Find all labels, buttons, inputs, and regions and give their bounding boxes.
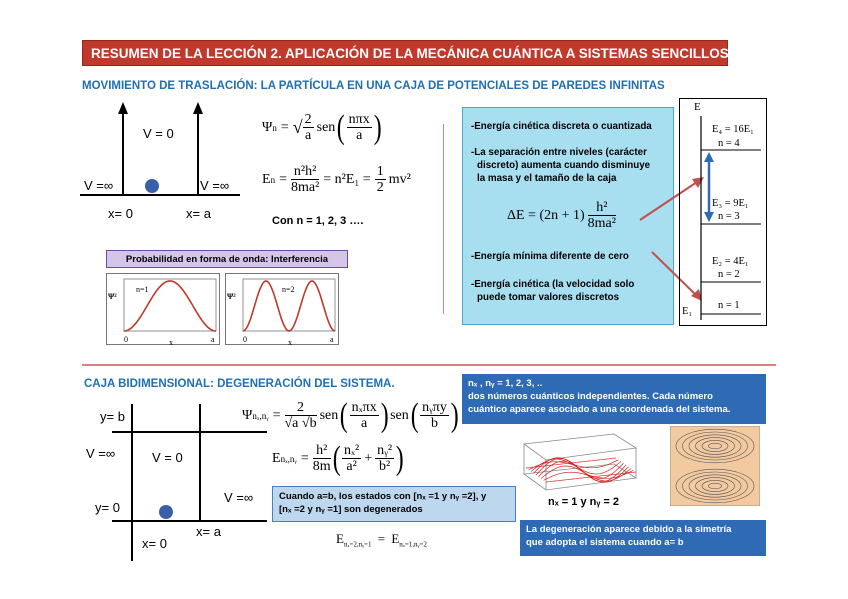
sen-y-label: sen [390,407,409,423]
v-inf-left-2d: V =∞ [86,446,116,461]
lesson-title: RESUMEN DE LA LECCIÓN 2. APLICACIÓN DE LA MECÁNICA CUÁNTICA A SISTEMAS SENCILLOS. [82,40,728,66]
info-line-7: puede tomar valores discretos [477,292,620,303]
plot-n2-x0: 0 [243,335,247,344]
energy-2d-num: h² [313,443,331,459]
level-n3: n = 3 [718,211,740,222]
horizontal-divider [82,364,776,366]
half-num: 1 [376,164,384,179]
section2-title: CAJA BIDIMENSIONAL: DEGENERACIÓN DEL SISTEMA. [84,378,395,390]
plus-sign: + [364,450,373,466]
mv2-term: mv² [388,171,411,187]
quantum-numbers-box [462,374,766,424]
quantum-line-2: dos números cuánticos independientes. Cada número [468,391,713,402]
plot-n2-xlabel: x [288,338,292,347]
b2-den: b² [378,459,391,474]
plot-n1-xa: a [211,335,215,344]
psi-symbol: Ψ [262,119,273,135]
energy-2d-den: 8m [312,459,331,474]
psi-sub: n [272,122,277,133]
v-inf-right-label: V =∞ [200,178,230,193]
energy-num: n²h² [291,164,319,180]
v-inf-left-label: V =∞ [84,178,114,193]
info-line-1: -Energía cinética discreta o cuantizada [471,121,652,132]
arg-x-den: a [361,416,368,431]
a2-den: a² [346,459,357,474]
psi-2d-sub: nₓ,nᵧ [252,410,269,421]
plot-n2-ylabel: Ψ² [227,292,236,301]
box-1d-diagram [80,100,260,210]
level-e3: E₃ = 9E₁ [712,198,749,209]
section1-title: MOVIMIENTO DE TRASLACIÓN: LA PARTÍCULA EN UNA CAJA DE POTENCIALES DE PAREDES INFINITAS [82,80,665,92]
level-e4: E₄ = 16E₁ [712,124,754,135]
half-den: 2 [376,180,384,195]
arg-num: nπx [348,112,370,127]
quantum-number-range: Con n = 1, 2, 3 …. [272,215,364,227]
psi-2d-equation: Ψ nₓ,nᵧ = $\frac{2}{√a √b}$ sen ( $\frac{\text{nₓπx}}{a}$ ) sen ( $\frac{\text{nᵧπy}}{b}$ ) [242,396,459,434]
contour-plot [670,426,760,506]
degenerate-energy-equation [336,531,427,549]
degen-eq-rsub: nₓ=1,nᵧ=2 [399,540,427,549]
degen-eq-sign: = [377,531,386,546]
vertical-divider [443,124,444,314]
sen-x-label: sen [319,407,339,423]
energy-den: 8ma² [290,180,320,195]
energy-equation [262,164,411,195]
v-zero-label: V = 0 [143,126,174,141]
v-inf-right-2d: V =∞ [224,490,254,505]
y-b-label: y= b [100,409,125,424]
x-a-label: x= a [186,206,211,221]
psi-2d-symbol: Ψ [242,407,253,423]
info-line-6: -Energía cinética (la velocidad solo [471,279,635,290]
degen-eq-lsub: nₓ=2,nᵧ=1 [343,540,372,549]
particle-2d-icon [159,505,173,519]
degen-eq-lhs: E [336,531,344,546]
x-zero-2d-label: x= 0 [142,536,167,551]
particle-icon [145,179,159,193]
sen-label: sen [316,119,336,135]
frac-num: 2 [304,112,312,127]
eq-sign: = [279,171,287,187]
info-line-3: discreto) aumenta cuando disminuye [477,160,651,171]
x-a-2d-label: x= a [196,524,221,539]
symmetry-line-1: La degeneración aparece debido a la simetría [526,524,732,535]
v-zero-2d: V = 0 [152,450,183,465]
energy-2d-symbol: E [272,450,281,466]
plot-n2-xa: a [330,335,334,344]
delta-e-den: 8ma² [587,216,616,231]
probability-label: Probabilidad en forma de onda: Interferencia [106,250,348,268]
info-line-2: -La separación entre niveles (carácter [471,147,647,158]
level-e1: E₁ [682,306,693,317]
psi-2d-den: √a √b [284,416,317,431]
energy-2d-sub: nₓ,nᵧ [280,453,297,464]
degeneracy-note [272,486,516,522]
level-n4: n = 4 [718,138,740,149]
symmetry-note [520,520,766,556]
wavefunction-surface-plot [518,430,642,494]
eq-sign: = [280,119,289,135]
nx2-num: nₓ² [343,443,360,458]
arg-x-num: nₓπx [351,400,377,415]
plot-n1-xlabel: x [169,338,173,347]
energy-sub: n [270,174,276,185]
info-line-5: -Energía mínima diferente de cero [471,251,629,262]
energy-middle: = n²E₁ = [323,171,371,187]
plot-n2-label: n=2 [282,285,295,294]
psi-2d-num: 2 [285,400,317,416]
ny2-num: nᵧ² [377,443,393,458]
arg-y-num: nᵧπy [422,400,447,415]
level-n1: n = 1 [718,300,740,311]
level-e2: E₂ = 4E₁ [712,256,749,267]
degen-line-1: Cuando a=b, los estados con [nₓ =1 y nᵧ =2], y [279,491,487,502]
energy-axis-label: E [694,101,701,113]
y-zero-label: y= 0 [95,500,120,515]
degen-eq-rhs: E [391,531,400,546]
delta-e-num: h² [588,200,616,216]
psi-equation: Ψ n = √ $\frac{2}{a}$ sen ( $\frac{\text{nπx}}{a}$ ) [262,108,382,146]
plot-n1-label: n=1 [136,285,149,294]
quantum-line-3: cuántico aparece asociado a una coordenada del sistema. [468,404,731,415]
arg-y-den: b [430,416,438,431]
surface-plot-caption: nₓ = 1 y nᵧ = 2 [548,496,620,508]
energy-2d-equation: E nₓ,nᵧ = $\frac{\text{h²}}{8m}$ ( $\frac{\text{nₓ²}}{\text{a²}}$ + $\frac{\text{nᵧ²}}{\text{b²}}$ ) [272,439,404,477]
energy-symbol: E [262,171,271,187]
symmetry-line-2: que adopta el sistema cuando a= b [526,537,684,548]
x-zero-label: x= 0 [108,206,133,221]
plot-n1-ylabel: Ψ² [108,292,117,301]
plot-n1-x0: 0 [124,335,128,344]
degen-line-2: [nₓ =2 y nᵧ =1] son degenerados [279,504,423,515]
arg-den: a [356,128,363,143]
level-n2: n = 2 [718,269,740,280]
frac-den: a [305,128,312,143]
delta-e-lhs: ΔE = (2n + 1) [507,207,585,223]
info-line-4: la masa y el tamaño de la caja [477,173,617,184]
quantum-line-1: nₓ , nᵧ = 1, 2, 3, .. [468,378,543,389]
